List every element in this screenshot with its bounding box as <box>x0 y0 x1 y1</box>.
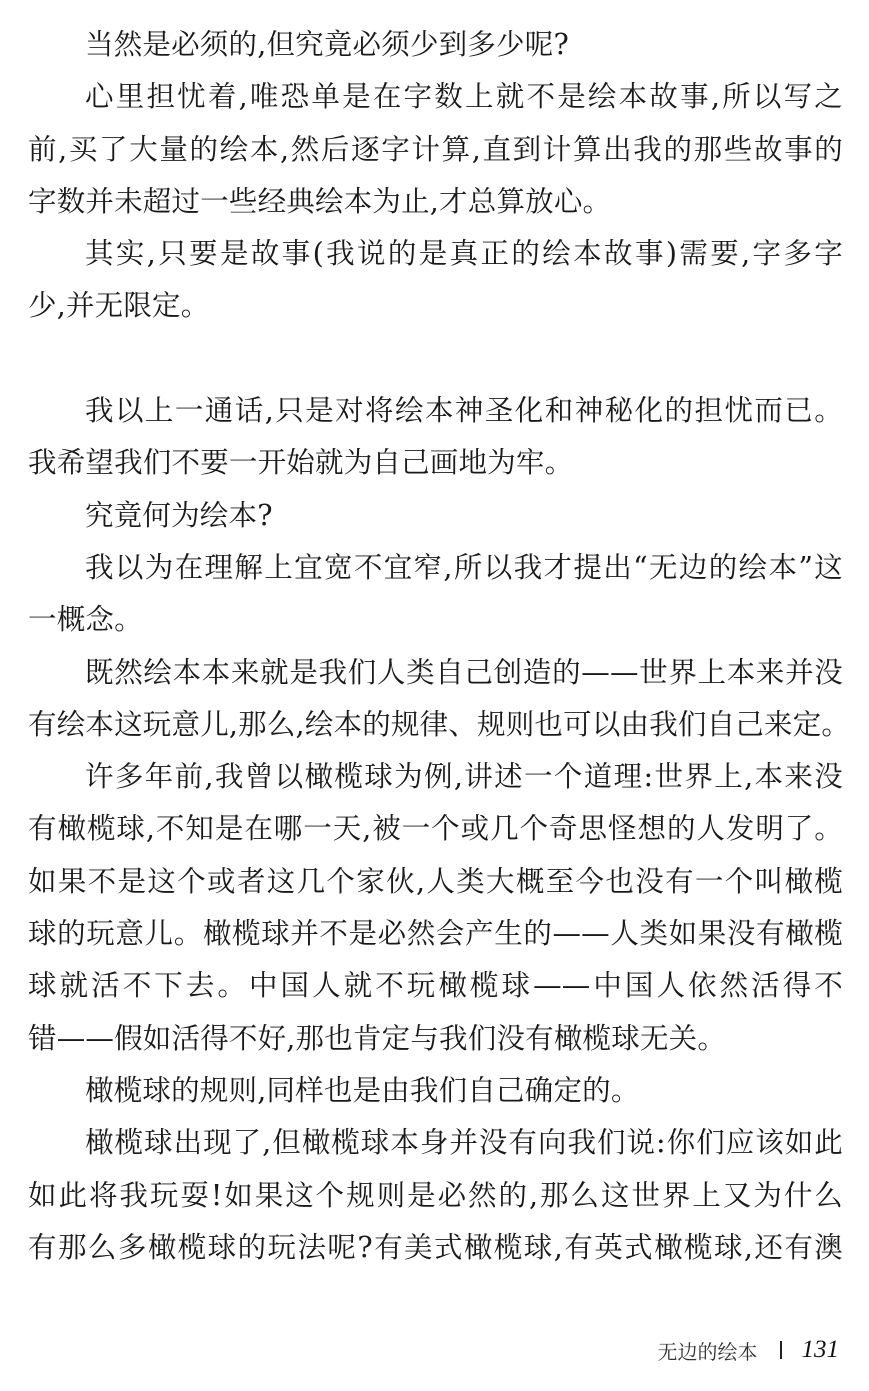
page-number: 131 <box>801 1336 839 1363</box>
footer-divider <box>780 1341 782 1359</box>
text-line: 前,买了大量的绘本,然后逐字计算,直到计算出我的那些故事的 <box>28 132 843 166</box>
text-line: 当然是必须的,但究竟必须少到多少呢? <box>85 28 569 61</box>
page-footer <box>658 1334 840 1366</box>
text-line: 错——假如活得不好,那也肯定与我们没有橄榄球无关。 <box>28 1021 727 1055</box>
text-line: 橄榄球的规则,同样也是由我们自己确定的。 <box>85 1073 640 1107</box>
text-line: 心里担忧着,唯恐单是在字数上就不是绘本故事,所以写之 <box>85 80 843 114</box>
text-line: 橄榄球出现了,但橄榄球本身并没有向我们说:你们应该如此 <box>85 1126 843 1160</box>
text-line: 球的玩意儿。橄榄球并不是必然会产生的——人类如果没有橄榄 <box>28 917 843 951</box>
text-line: 球就活不下去。中国人就不玩橄榄球——中国人依然活得不 <box>28 969 843 1003</box>
text-line: 我以为在理解上宜宽不宜窄,所以我才提出“无边的绘本”这 <box>85 550 843 584</box>
page-body <box>28 19 851 1274</box>
text-line: 字数并未超过一些经典绘本为止,才总算放心。 <box>28 184 612 218</box>
paragraph-gap <box>28 333 843 385</box>
text-line: 许多年前,我曾以橄榄球为例,讲述一个道理:世界上,本来没 <box>85 760 843 794</box>
text-line: 究竟何为绘本? <box>85 498 273 532</box>
text-line: 有那么多橄榄球的玩法呢?有美式橄榄球,有英式橄榄球,还有澳 <box>28 1230 843 1264</box>
text-line: 我以上一通话,只是对将绘本神圣化和神秘化的担忧而已。 <box>85 394 843 428</box>
text-line: 一概念。 <box>28 603 143 637</box>
text-line: 我希望我们不要一开始就为自己画地为牢。 <box>28 446 574 480</box>
text-line: 有橄榄球,不知是在哪一天,被一个或几个奇思怪想的人发明了。 <box>28 812 843 846</box>
text-line: 如果不是这个或者这几个家伙,人类大概至今也没有一个叫橄榄 <box>28 864 843 898</box>
text-line: 如此将我玩耍!如果这个规则是必然的,那么这世界上又为什么 <box>28 1178 843 1212</box>
text-line: 少,并无限定。 <box>28 289 210 323</box>
text-line: 有绘本这玩意儿,那么,绘本的规律、规则也可以由我们自己来定。 <box>28 707 851 741</box>
running-title: 无边的绘本 <box>657 1339 758 1364</box>
text-line: 既然绘本本来就是我们人类自己创造的——世界上本来并没 <box>85 655 843 689</box>
text-line: 其实,只要是故事(我说的是真正的绘本故事)需要,字多字 <box>85 237 843 271</box>
